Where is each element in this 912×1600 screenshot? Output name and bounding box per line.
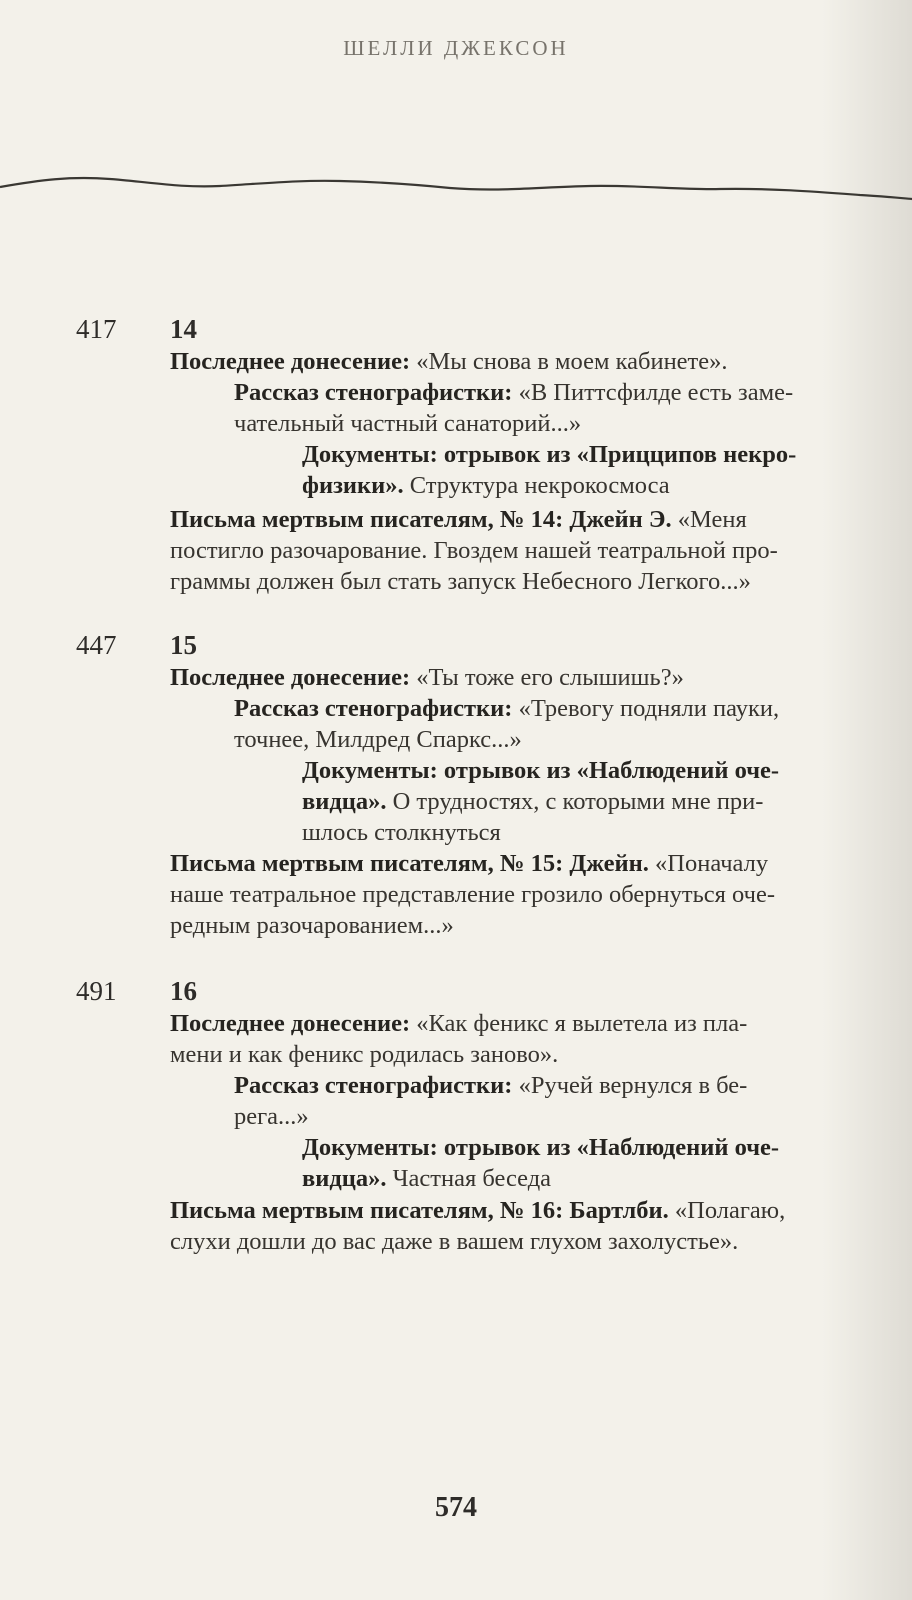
stenographer-story-label: Рассказ стенографистки:: [234, 1072, 513, 1099]
latest-report-label: Последнее донесение:: [170, 348, 411, 375]
documents-text: О трудностях, с которыми мне при-: [386, 788, 764, 815]
stenographer-story-line: [234, 1070, 747, 1101]
chapter-number: 16: [170, 976, 197, 1006]
letters-line: [170, 504, 747, 535]
stenographer-story-line: [234, 377, 793, 408]
letters-continuation-1: постигло разочарование. Гвоздем нашей театральной про-: [170, 537, 778, 564]
documents-continuation: [302, 470, 670, 501]
stenographer-story-continuation: чательный частный санаторий...»: [234, 410, 582, 437]
documents-line: Документы: отрывок из «Наблюдений оче-: [302, 1134, 780, 1161]
stenographer-story-label: Рассказ стенографистки:: [234, 695, 513, 722]
latest-report-text: «Ты тоже его слышишь?»: [410, 664, 684, 691]
letters-continuation-2: граммы должен был стать запуск Небесного Легкого...»: [170, 568, 751, 595]
letters-label: Письма мертвым писателям, № 15: Джейн.: [170, 850, 649, 877]
letters-label: Письма мертвым писателям, № 14: Джейн Э.: [170, 506, 672, 533]
folio-page-number: 574: [435, 1492, 477, 1523]
letters-continuation-1: слухи дошли до вас даже в вашем глухом захолустье».: [170, 1228, 739, 1255]
latest-report-line: [170, 346, 728, 377]
stenographer-story-text: «Тревогу подняли пауки,: [512, 695, 780, 722]
letters-continuation-1: наше театральное представление грозило обернуться оче-: [170, 881, 776, 908]
letters-line: [170, 848, 768, 879]
documents-line: Документы: отрывок из «Прицципов некро-: [302, 441, 797, 468]
letters-line: [170, 1195, 785, 1226]
documents-continuation-2: шлось столкнуться: [302, 819, 501, 846]
latest-report-label: Последнее донесение:: [170, 664, 411, 691]
stenographer-story-label: Рассказ стенографистки:: [234, 379, 513, 406]
letters-label: Письма мертвым писателям, № 16: Бартлби.: [170, 1197, 669, 1224]
stenographer-story-continuation: точнее, Милдред Спаркс...»: [234, 726, 522, 753]
stenographer-story-line: [234, 693, 779, 724]
page-number: 447: [76, 630, 117, 660]
documents-label-end: физики».: [302, 472, 404, 499]
latest-report-continuation: мени и как феникс родилась заново».: [170, 1041, 559, 1068]
stenographer-story-text: «В Питтсфилде есть заме-: [512, 379, 794, 406]
documents-line: Документы: отрывок из «Наблюдений оче-: [302, 757, 780, 784]
latest-report-label: Последнее донесение:: [170, 1010, 411, 1037]
latest-report-text: «Как феникс я вылетела из пла-: [410, 1010, 748, 1037]
chapter-number: 14: [170, 314, 197, 344]
chapter-number: 15: [170, 630, 197, 660]
page-number: 417: [76, 314, 117, 344]
latest-report-text: «Мы снова в моем кабинете».: [410, 348, 728, 375]
latest-report-line: [170, 1008, 747, 1039]
letters-text: «Меня: [671, 506, 747, 533]
wavy-divider: [0, 168, 912, 218]
letters-text: «Поначалу: [648, 850, 769, 877]
stenographer-story-text: «Ручей вернулся в бе-: [512, 1072, 748, 1099]
documents-label-end: видца».: [302, 788, 387, 815]
running-head: ШЕЛЛИ ДЖЕКСОН: [343, 36, 569, 60]
page-number: 491: [76, 976, 117, 1006]
stenographer-story-continuation: рега...»: [234, 1103, 309, 1130]
documents-text: Частная беседа: [386, 1165, 552, 1192]
documents-continuation: [302, 1163, 551, 1194]
page-edge-shadow: [822, 0, 912, 1600]
documents-text: Структура некрокосмоса: [403, 472, 670, 499]
documents-continuation: [302, 786, 763, 817]
letters-text: «Полагаю,: [668, 1197, 786, 1224]
letters-continuation-2: редным разочарованием...»: [170, 912, 454, 939]
latest-report-line: [170, 662, 684, 693]
documents-label-end: видца».: [302, 1165, 387, 1192]
